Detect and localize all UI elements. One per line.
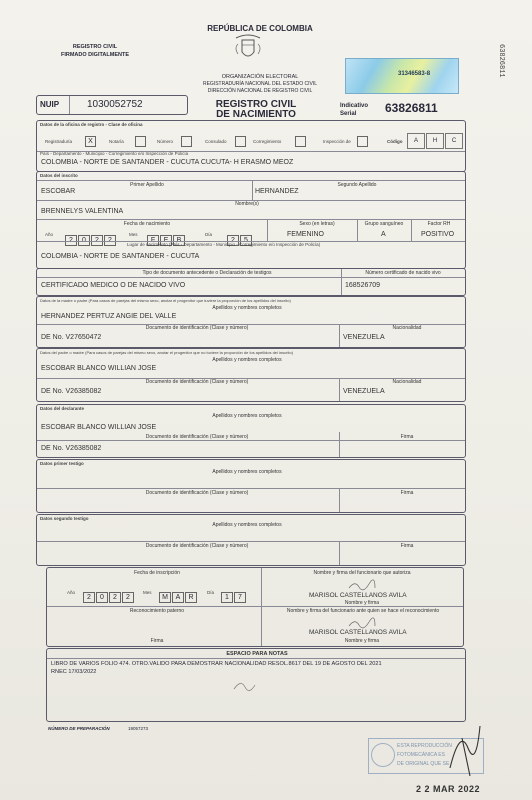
padre-doc-label: Documento de identificación (Clase y número) xyxy=(145,379,249,385)
testigo1-doc-label: Documento de identificación (Clase y número) xyxy=(145,490,249,496)
opt-numero: Número xyxy=(157,139,174,144)
reconocimiento-firma-label: Firma xyxy=(150,638,164,644)
factor-label: Factor RH xyxy=(427,221,451,227)
opt-consulado: Consulado xyxy=(205,139,227,144)
inscripcion-section xyxy=(46,567,464,647)
madre-doc-label: Documento de identificación (Clase y número) xyxy=(145,325,249,331)
sexo-label: Sexo (en letras) xyxy=(299,221,335,227)
factor-value: POSITIVO xyxy=(421,231,455,238)
funcionario-name: MARISOL CASTELLANOS AVILA xyxy=(309,592,407,599)
testigo2-apellidos-label: Apellidos y nombres completos xyxy=(212,522,282,528)
notas-section xyxy=(46,648,466,722)
testigo2-doc-label: Documento de identificación (Clase y número) xyxy=(145,543,249,549)
padre-nombre: ESCOBAR BLANCO WILLIAN JOSE xyxy=(41,365,157,372)
padre-apellidos-label: Apellidos y nombres completos xyxy=(212,357,282,363)
tipo-value: CERTIFICADO MEDICO O DE NACIDO VIVO xyxy=(41,282,186,289)
nuip-label: NUIP xyxy=(40,100,60,109)
nombre-firma-label-2: Nombre y firma xyxy=(344,638,380,644)
padre-doc: DE No. V26385082 xyxy=(41,388,102,395)
funcionario-signature xyxy=(347,578,377,592)
birth-month: F E B xyxy=(147,229,186,247)
code-box-a: A xyxy=(407,133,425,149)
pais-label: País - Departamento - Municipio - Corregimiento e/o Inspección de Policía xyxy=(40,151,189,156)
funcionario-label: Nombre y firma del funcionario que autoriza xyxy=(313,570,411,576)
stamp-seal-icon xyxy=(371,743,395,767)
birth-day: 2 5 xyxy=(227,229,253,247)
nuip-box xyxy=(36,95,188,115)
primer-apellido-label: Primer Apellido xyxy=(130,182,164,188)
indicativo-label: Indicativo Serial xyxy=(340,103,369,117)
madre-nac: VENEZUELA xyxy=(343,334,385,341)
pais-value: COLOMBIA - NORTE DE SANTANDER - CUCUTA CUCUTA- H ERASMO MEOZ xyxy=(41,159,294,166)
insc-month: M A R xyxy=(159,586,198,604)
dia-label: Día xyxy=(205,232,213,237)
declarante-doc: DE No. V26385082 xyxy=(41,445,102,452)
padre-nac-label: Nacionalidad xyxy=(392,379,422,385)
numero-checkbox[interactable] xyxy=(181,136,192,147)
coat-of-arms-icon xyxy=(232,34,264,64)
padre-title: Datos del padre o madre (Para casos de parejas del mismo sexo, anotar el progenitor que no tuviere la proporción de los apellidos del inscrito) xyxy=(40,350,294,355)
madre-nombre: HERNANDEZ PERTUZ ANGIE DEL VALLE xyxy=(41,313,177,320)
antecedente-section xyxy=(36,268,466,296)
testigo1-firma-label: Firma xyxy=(400,490,414,496)
code-box-h: H xyxy=(426,133,444,149)
declarante-section xyxy=(36,404,466,458)
testigo2-firma-label: Firma xyxy=(400,543,414,549)
madre-nac-label: Nacionalidad xyxy=(392,325,422,331)
nombres-value: BRENNELYS VALENTINA xyxy=(41,208,124,215)
funcionario-rec-name: MARISOL CASTELLANOS AVILA xyxy=(309,629,407,636)
testigo2-title: Datos segundo testigo xyxy=(40,516,89,521)
madre-doc: DE No. V27650472 xyxy=(41,334,102,341)
grupo-label: Grupo sanguíneo xyxy=(364,221,404,227)
ano-label: Año xyxy=(45,232,54,237)
insc-ano-label: Año xyxy=(67,590,76,595)
numero-label: Número certificado de nacido vivo xyxy=(365,270,441,276)
madre-title: Datos de la madre o padre (Para casos de parejas del mismo sexo, anotar el progenitor que tuviere la proporción de los apellidos del inscrito) xyxy=(40,298,291,303)
notary-signature xyxy=(440,718,490,778)
segundo-apellido-label: Segundo Apellido xyxy=(337,182,377,188)
corregimiento-checkbox[interactable] xyxy=(295,136,306,147)
notas-line-1: LIBRO DE VARIOS FOLIO 474. OTRO.VALIDO PARA DEMOSTRAR NACIONALIDAD RESOL.8617 DEL 19 DE AGOSTO DEL 2021 xyxy=(51,661,382,667)
testigo1-section xyxy=(36,459,466,513)
nuip-value: 1030052752 xyxy=(87,99,143,110)
hologram-code: 31346583-8 xyxy=(398,71,431,77)
lugar-value: COLOMBIA - NORTE DE SANTANDER - CUCUTA xyxy=(41,253,200,260)
numero-value: 168526709 xyxy=(345,282,381,289)
testigo1-apellidos-label: Apellidos y nombres completos xyxy=(212,469,282,475)
notas-signature xyxy=(231,677,261,693)
serial-value: 63826811 xyxy=(385,101,438,115)
grupo-value: A xyxy=(381,231,386,238)
mes-label: Mes xyxy=(129,232,138,237)
insc-day: 1 7 xyxy=(221,586,247,604)
oficina-section xyxy=(36,120,466,172)
org-line-1: ORGANIZACIÓN ELECTORAL xyxy=(221,74,299,80)
registro-civil-label: REGISTRO CIVIL xyxy=(72,44,118,50)
declarante-firma-label: Firma xyxy=(400,434,414,440)
numero-preparacion-label: NÚMERO DE PREPARACIÓN xyxy=(48,726,110,731)
inscrito-section xyxy=(36,171,466,269)
opt-notaria: Notaría xyxy=(109,139,124,144)
org-line-2: REGISTRADURÍA NACIONAL DEL ESTADO CIVIL xyxy=(202,81,317,87)
segundo-apellido: HERNANDEZ xyxy=(255,188,299,195)
consulado-checkbox[interactable] xyxy=(235,136,246,147)
document-title-2: DE NACIMIENTO xyxy=(216,109,296,120)
fecha-inscripcion-label: Fecha de inscripción xyxy=(134,570,180,576)
insc-mes-label: Mes xyxy=(143,590,152,595)
opt-codigo: Código xyxy=(387,139,403,144)
madre-apellidos-label: Apellidos y nombres completos xyxy=(212,305,282,311)
declarante-title: Datos del declarante xyxy=(40,406,85,411)
stamp-text-3: DE ORIGINAL QUE SE xyxy=(397,761,450,767)
opt-inspeccion: Inspección de xyxy=(323,139,351,144)
primer-apellido: ESCOBAR xyxy=(41,188,76,195)
sexo-value: FEMENINO xyxy=(287,231,324,238)
padre-nac: VENEZUELA xyxy=(343,388,385,395)
notas-line-2: RNEC 17/03/2022 xyxy=(51,669,97,675)
padre-section xyxy=(36,348,466,402)
funcionario-rec-signature xyxy=(347,616,377,630)
oficina-title: Datos de la oficina de registro - Clase de oficina xyxy=(40,122,143,127)
document-title-1: REGISTRO CIVIL xyxy=(215,99,297,110)
stamp-date: 2 2 MAR 2022 xyxy=(416,784,481,794)
madre-section xyxy=(36,296,466,348)
testigo2-section xyxy=(36,514,466,566)
stamp-text-2: FOTOMECÁNICA ES xyxy=(397,752,445,758)
fecha-nacimiento-label: Fecha de nacimiento xyxy=(123,221,171,227)
side-serial: 63826811 xyxy=(497,44,505,78)
org-line-3: DIRECCIÓN NACIONAL DE REGISTRO CIVIL xyxy=(207,88,313,94)
firmado-label: FIRMADO DIGITALMENTE xyxy=(60,52,130,58)
tipo-label: Tipo de documento antecedente o Declaración de testigos xyxy=(142,270,272,276)
republic-heading: REPÚBLICA DE COLOMBIA xyxy=(207,24,313,33)
insc-dia-label: Día xyxy=(207,590,215,595)
notas-title: ESPACIO PARA NOTAS xyxy=(226,651,288,657)
reconocimiento-label: Reconocimiento paterno xyxy=(129,608,185,614)
lugar-label: Lugar de nacimiento (País - Departamento - Municipio - Corregimiento e/o Inspección de Policía) xyxy=(127,242,321,247)
inspeccion-checkbox[interactable] xyxy=(357,136,368,147)
numero-preparacion-value: 19057273 xyxy=(128,726,149,731)
registraduria-checkbox[interactable]: X xyxy=(85,136,96,147)
declarante-doc-label: Documento de identificación (Clase y número) xyxy=(145,434,249,440)
notaria-checkbox[interactable] xyxy=(135,136,146,147)
testigo1-title: Datos primer testigo xyxy=(40,461,84,466)
inscrito-title: Datos del inscrito xyxy=(40,173,78,178)
nombre-firma-label: Nombre y firma xyxy=(344,600,380,606)
opt-corregimiento: Corregimiento xyxy=(253,139,282,144)
opt-registraduria: Registraduría xyxy=(45,139,73,144)
funcionario-rec-label: Nombre y firma del funcionario ante quien se hace el reconocimiento xyxy=(286,608,440,614)
stamp-text-1: ESTA REPRODUCCIÓN xyxy=(397,743,452,749)
nombres-label: Nombre(s) xyxy=(235,201,259,207)
security-hologram xyxy=(345,58,459,94)
code-box-c: C xyxy=(445,133,463,149)
declarante-apellidos-label: Apellidos y nombres completos xyxy=(212,413,282,419)
birth-year: 2 0 2 2 xyxy=(65,229,117,247)
declarante-nombre: ESCOBAR BLANCO WILLIAN JOSE xyxy=(41,424,157,431)
insc-year: 2 0 2 2 xyxy=(83,586,135,604)
